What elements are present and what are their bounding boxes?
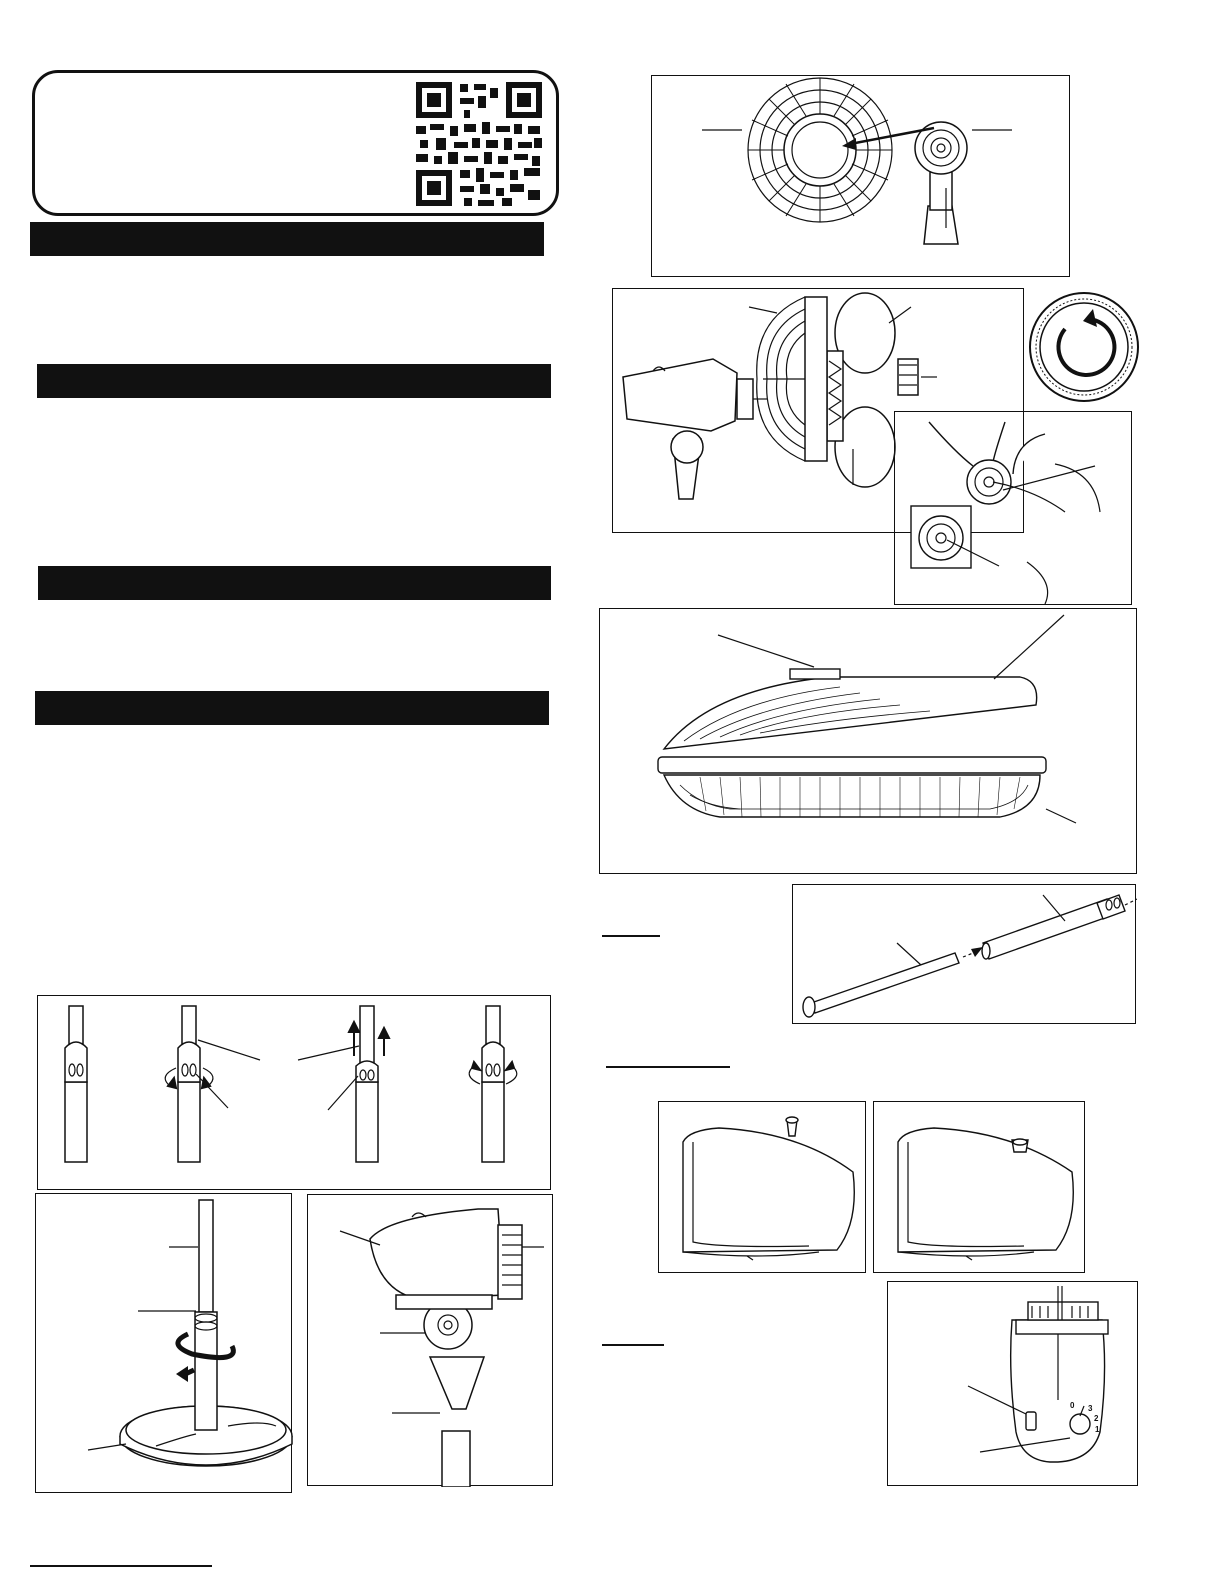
label-underline-2	[606, 1066, 730, 1068]
label-underline-3	[602, 1344, 664, 1346]
figure-oscillation-on	[873, 1101, 1085, 1273]
figure-guard-clamp	[599, 608, 1137, 874]
speed-knob-icon	[1070, 1414, 1090, 1434]
speed-label-3: 3	[1088, 1404, 1093, 1413]
figure-control-panel	[887, 1281, 1138, 1486]
qr-code-icon[interactable]	[414, 80, 544, 208]
rotate-counterclockwise-icon	[1027, 291, 1141, 403]
speed-label-0: 0	[1070, 1401, 1075, 1410]
speed-label-1: 1	[1095, 1425, 1100, 1434]
section-bar-4	[35, 691, 549, 725]
section-bar-3	[38, 566, 551, 600]
figure-rear-guard	[651, 75, 1070, 277]
figure-spinner-detail	[894, 411, 1132, 605]
figure-motor-head	[307, 1194, 553, 1486]
figure-pole-base	[35, 1193, 292, 1493]
figure-pole-sequence	[37, 995, 551, 1190]
figure-extension-pole	[792, 884, 1136, 1024]
label-underline-1	[602, 935, 660, 937]
speed-label-2: 2	[1094, 1414, 1099, 1423]
oscillation-switch-icon	[1026, 1412, 1036, 1430]
footer-rule	[30, 1565, 212, 1567]
figure-oscillation-off	[658, 1101, 866, 1273]
section-bar-2	[37, 364, 551, 398]
section-bar-1	[30, 222, 544, 256]
